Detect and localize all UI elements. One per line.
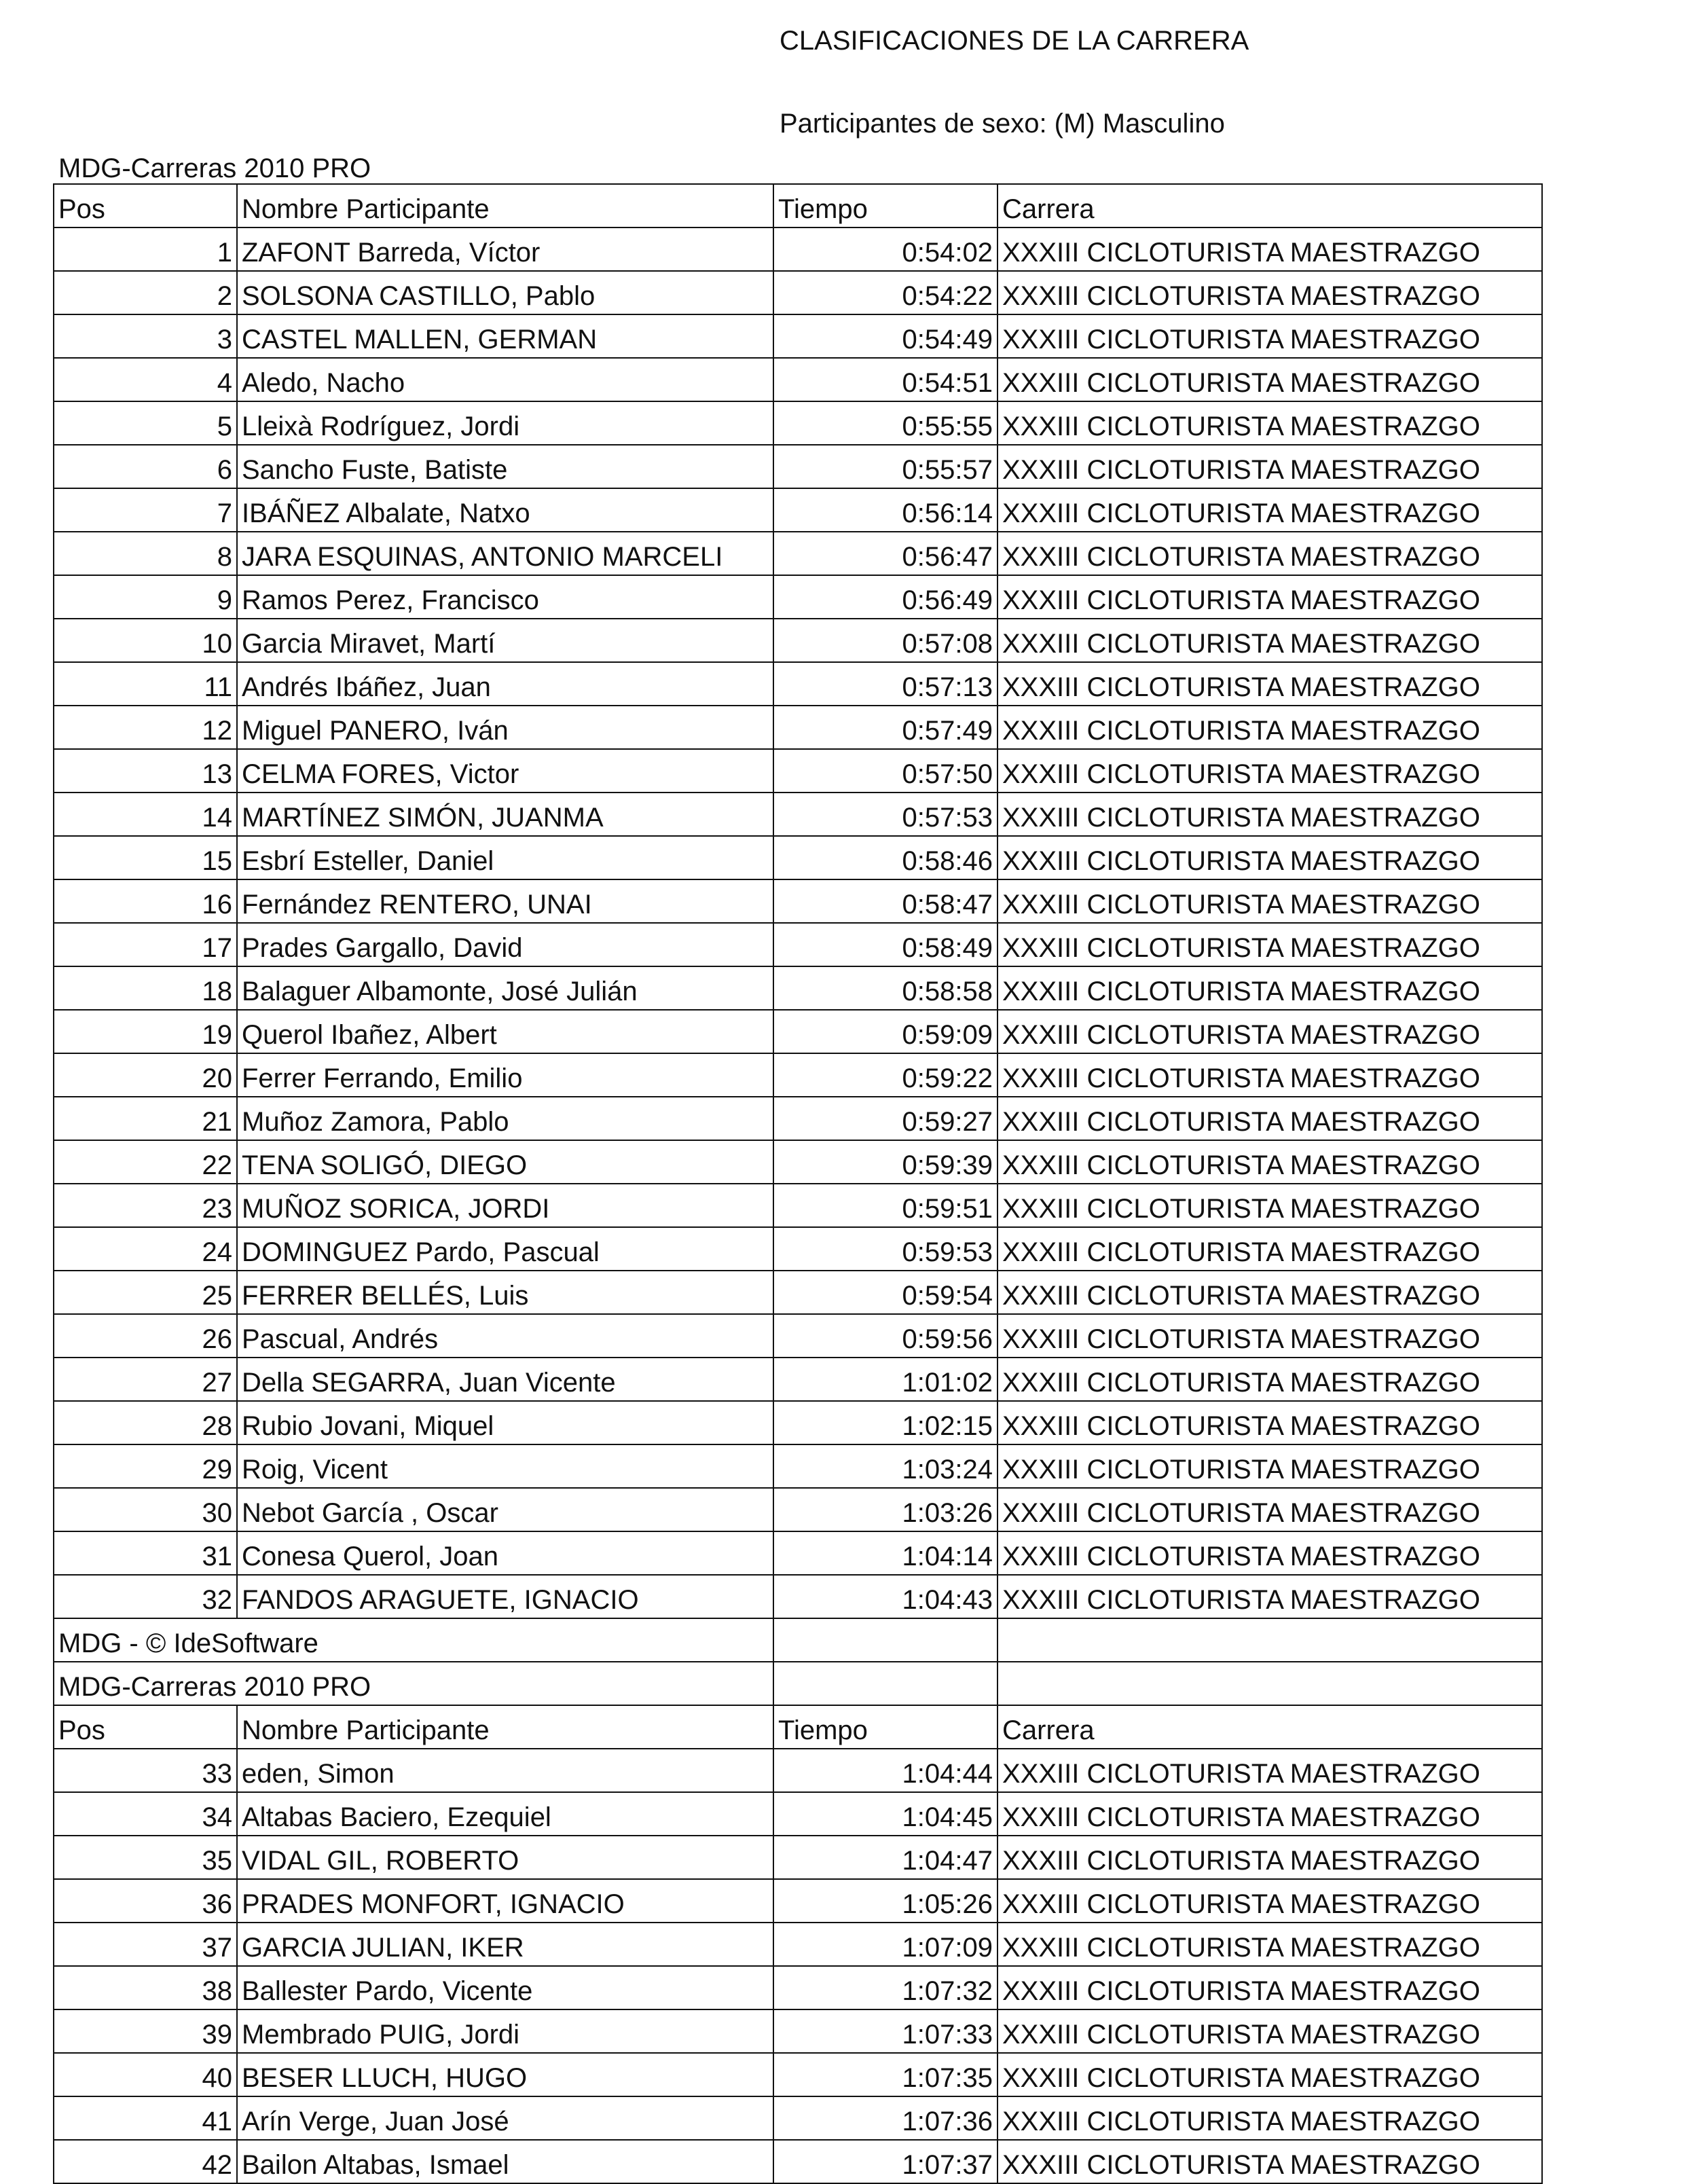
cell-time: 1:04:45 [773, 1792, 997, 1836]
table-row [54, 879, 1542, 923]
table-row [54, 358, 1542, 401]
cell-pos: 7 [54, 488, 237, 532]
cell-race: XXXIII CICLOTURISTA MAESTRAZGO [997, 1358, 1542, 1401]
cell-time: 0:59:56 [773, 1314, 997, 1358]
header-pos: Pos [54, 1705, 237, 1749]
table-row [54, 1444, 1542, 1488]
table-row [54, 836, 1542, 879]
cell-time: 0:54:02 [773, 228, 997, 271]
cell-time: 0:58:47 [773, 879, 997, 923]
empty-cell [997, 1662, 1542, 1705]
cell-race: XXXIII CICLOTURISTA MAESTRAZGO [997, 358, 1542, 401]
table-row [54, 662, 1542, 706]
table-row [54, 1314, 1542, 1358]
cell-time: 1:04:43 [773, 1575, 997, 1618]
cell-name: Della SEGARRA, Juan Vicente [237, 1358, 773, 1401]
cell-pos: 40 [54, 2053, 237, 2096]
cell-time: 0:58:46 [773, 836, 997, 879]
table-row [54, 575, 1542, 619]
table-row [54, 1097, 1542, 1140]
cell-time: 1:02:15 [773, 1401, 997, 1444]
cell-pos: 10 [54, 619, 237, 662]
cell-race: XXXIII CICLOTURISTA MAESTRAZGO [997, 532, 1542, 575]
cell-pos: 1 [54, 228, 237, 271]
cell-time: 1:07:37 [773, 2140, 997, 2183]
cell-race: XXXIII CICLOTURISTA MAESTRAZGO [997, 1531, 1542, 1575]
table-row [54, 1836, 1542, 1879]
cell-time: 0:57:49 [773, 706, 997, 749]
cell-time: 1:03:26 [773, 1488, 997, 1531]
footer-copyright: MDG - © IdeSoftware [54, 1618, 773, 1662]
results-page-2 [54, 1705, 1542, 2183]
cell-pos: 27 [54, 1358, 237, 1401]
cell-time: 1:07:35 [773, 2053, 997, 2096]
table-row [54, 271, 1542, 314]
cell-name: MARTÍNEZ SIMÓN, JUANMA [237, 793, 773, 836]
table-row [54, 445, 1542, 488]
cell-time: 0:59:53 [773, 1227, 997, 1271]
cell-race: XXXIII CICLOTURISTA MAESTRAZGO [997, 1314, 1542, 1358]
software-repeat: MDG-Carreras 2010 PRO [54, 1662, 773, 1705]
cell-pos: 20 [54, 1053, 237, 1097]
cell-pos: 9 [54, 575, 237, 619]
cell-time: 0:55:55 [773, 401, 997, 445]
cell-time: 0:58:49 [773, 923, 997, 966]
cell-race: XXXIII CICLOTURISTA MAESTRAZGO [997, 2096, 1542, 2140]
table-row [54, 1184, 1542, 1227]
table-row [54, 314, 1542, 358]
cell-time: 1:04:47 [773, 1836, 997, 1879]
cell-race: XXXIII CICLOTURISTA MAESTRAZGO [997, 793, 1542, 836]
cell-time: 0:56:49 [773, 575, 997, 619]
cell-time: 0:54:22 [773, 271, 997, 314]
cell-pos: 14 [54, 793, 237, 836]
cell-name: FANDOS ARAGUETE, IGNACIO [237, 1575, 773, 1618]
cell-pos: 12 [54, 706, 237, 749]
table-row [54, 923, 1542, 966]
header-name: Nombre Participante [237, 184, 773, 228]
table-row [54, 749, 1542, 793]
cell-race: XXXIII CICLOTURISTA MAESTRAZGO [997, 662, 1542, 706]
table-row [54, 706, 1542, 749]
cell-name: TENA SOLIGÓ, DIEGO [237, 1140, 773, 1184]
cell-name: Membrado PUIG, Jordi [237, 2009, 773, 2053]
cell-race: XXXIII CICLOTURISTA MAESTRAZGO [997, 314, 1542, 358]
cell-pos: 34 [54, 1792, 237, 1836]
cell-name: Balaguer Albamonte, José Julián [237, 966, 773, 1010]
cell-race: XXXIII CICLOTURISTA MAESTRAZGO [997, 1010, 1542, 1053]
cell-race: XXXIII CICLOTURISTA MAESTRAZGO [997, 1575, 1542, 1618]
header-name: Nombre Participante [237, 1705, 773, 1749]
cell-name: eden, Simon [237, 1749, 773, 1792]
cell-race: XXXIII CICLOTURISTA MAESTRAZGO [997, 2140, 1542, 2183]
cell-pos: 15 [54, 836, 237, 879]
cell-time: 0:59:09 [773, 1010, 997, 1053]
footer-row [54, 1618, 1542, 1662]
header-time: Tiempo [773, 1705, 997, 1749]
cell-pos: 13 [54, 749, 237, 793]
document-subtitle: Participantes de sexo: (M) Masculino [780, 109, 1225, 139]
cell-pos: 2 [54, 271, 237, 314]
table-row [54, 1010, 1542, 1053]
cell-pos: 38 [54, 1966, 237, 2009]
cell-pos: 33 [54, 1749, 237, 1792]
table-row [54, 1401, 1542, 1444]
cell-time: 0:58:58 [773, 966, 997, 1010]
cell-time: 0:59:51 [773, 1184, 997, 1227]
cell-race: XXXIII CICLOTURISTA MAESTRAZGO [997, 575, 1542, 619]
table-row [54, 619, 1542, 662]
table-row [54, 793, 1542, 836]
cell-name: Garcia Miravet, Martí [237, 619, 773, 662]
cell-time: 0:56:47 [773, 532, 997, 575]
cell-pos: 35 [54, 1836, 237, 1879]
cell-pos: 5 [54, 401, 237, 445]
cell-time: 0:57:50 [773, 749, 997, 793]
table-row [54, 2053, 1542, 2096]
table-row [54, 228, 1542, 271]
header-time: Tiempo [773, 184, 997, 228]
cell-name: Sancho Fuste, Batiste [237, 445, 773, 488]
cell-time: 0:59:39 [773, 1140, 997, 1184]
cell-pos: 16 [54, 879, 237, 923]
cell-name: Altabas Baciero, Ezequiel [237, 1792, 773, 1836]
table-row [54, 1923, 1542, 1966]
table-row [54, 2140, 1542, 2183]
cell-time: 1:04:44 [773, 1749, 997, 1792]
table-row [54, 1792, 1542, 1836]
cell-name: VIDAL GIL, ROBERTO [237, 1836, 773, 1879]
cell-name: Fernández RENTERO, UNAI [237, 879, 773, 923]
cell-race: XXXIII CICLOTURISTA MAESTRAZGO [997, 1401, 1542, 1444]
cell-name: Rubio Jovani, Miquel [237, 1401, 773, 1444]
table-row [54, 1879, 1542, 1923]
table-row [54, 2009, 1542, 2053]
cell-name: Conesa Querol, Joan [237, 1531, 773, 1575]
cell-name: Pascual, Andrés [237, 1314, 773, 1358]
cell-race: XXXIII CICLOTURISTA MAESTRAZGO [997, 488, 1542, 532]
cell-time: 1:07:36 [773, 2096, 997, 2140]
cell-name: DOMINGUEZ Pardo, Pascual [237, 1227, 773, 1271]
cell-race: XXXIII CICLOTURISTA MAESTRAZGO [997, 836, 1542, 879]
empty-cell [997, 1618, 1542, 1662]
header-pos: Pos [54, 184, 237, 228]
cell-race: XXXIII CICLOTURISTA MAESTRAZGO [997, 1488, 1542, 1531]
cell-race: XXXIII CICLOTURISTA MAESTRAZGO [997, 619, 1542, 662]
cell-time: 1:05:26 [773, 1879, 997, 1923]
cell-name: IBÁÑEZ Albalate, Natxo [237, 488, 773, 532]
table-row [54, 1966, 1542, 2009]
cell-pos: 29 [54, 1444, 237, 1488]
software-label: MDG-Carreras 2010 PRO [58, 153, 371, 183]
cell-race: XXXIII CICLOTURISTA MAESTRAZGO [997, 1140, 1542, 1184]
cell-name: SOLSONA CASTILLO, Pablo [237, 271, 773, 314]
cell-race: XXXIII CICLOTURISTA MAESTRAZGO [997, 1097, 1542, 1140]
cell-race: XXXIII CICLOTURISTA MAESTRAZGO [997, 1923, 1542, 1966]
cell-pos: 42 [54, 2140, 237, 2183]
cell-time: 0:57:53 [773, 793, 997, 836]
cell-name: Roig, Vicent [237, 1444, 773, 1488]
cell-pos: 25 [54, 1271, 237, 1314]
cell-name: Ferrer Ferrando, Emilio [237, 1053, 773, 1097]
table-row [54, 966, 1542, 1010]
cell-race: XXXIII CICLOTURISTA MAESTRAZGO [997, 966, 1542, 1010]
table-row [54, 1227, 1542, 1271]
cell-name: GARCIA JULIAN, IKER [237, 1923, 773, 1966]
cell-time: 1:07:32 [773, 1966, 997, 2009]
cell-race: XXXIII CICLOTURISTA MAESTRAZGO [997, 1749, 1542, 1792]
cell-race: XXXIII CICLOTURISTA MAESTRAZGO [997, 271, 1542, 314]
cell-time: 0:57:08 [773, 619, 997, 662]
cell-race: XXXIII CICLOTURISTA MAESTRAZGO [997, 2009, 1542, 2053]
cell-race: XXXIII CICLOTURISTA MAESTRAZGO [997, 923, 1542, 966]
cell-time: 0:59:54 [773, 1271, 997, 1314]
cell-name: Ramos Perez, Francisco [237, 575, 773, 619]
cell-name: Nebot García , Oscar [237, 1488, 773, 1531]
cell-pos: 17 [54, 923, 237, 966]
results-page-1 [54, 184, 1542, 1618]
table-row [54, 1053, 1542, 1097]
cell-time: 1:07:09 [773, 1923, 997, 1966]
cell-pos: 22 [54, 1140, 237, 1184]
header-race: Carrera [997, 184, 1542, 228]
cell-name: Ballester Pardo, Vicente [237, 1966, 773, 2009]
cell-name: Muñoz Zamora, Pablo [237, 1097, 773, 1140]
cell-pos: 18 [54, 966, 237, 1010]
cell-pos: 36 [54, 1879, 237, 1923]
header-row [54, 184, 1542, 228]
cell-race: XXXIII CICLOTURISTA MAESTRAZGO [997, 1966, 1542, 2009]
cell-time: 0:54:49 [773, 314, 997, 358]
cell-race: XXXIII CICLOTURISTA MAESTRAZGO [997, 1227, 1542, 1271]
cell-name: Arín Verge, Juan José [237, 2096, 773, 2140]
software-row [54, 1662, 1542, 1705]
cell-time: 0:59:27 [773, 1097, 997, 1140]
cell-name: CASTEL MALLEN, GERMAN [237, 314, 773, 358]
cell-race: XXXIII CICLOTURISTA MAESTRAZGO [997, 2053, 1542, 2096]
cell-name: CELMA FORES, Victor [237, 749, 773, 793]
cell-pos: 41 [54, 2096, 237, 2140]
cell-name: Prades Gargallo, David [237, 923, 773, 966]
cell-time: 0:57:13 [773, 662, 997, 706]
cell-race: XXXIII CICLOTURISTA MAESTRAZGO [997, 1184, 1542, 1227]
cell-name: JARA ESQUINAS, ANTONIO MARCELI [237, 532, 773, 575]
cell-race: XXXIII CICLOTURISTA MAESTRAZGO [997, 1836, 1542, 1879]
empty-cell [773, 1618, 997, 1662]
table-row [54, 1488, 1542, 1531]
cell-pos: 4 [54, 358, 237, 401]
cell-race: XXXIII CICLOTURISTA MAESTRAZGO [997, 1444, 1542, 1488]
cell-name: Bailon Altabas, Ismael [237, 2140, 773, 2183]
cell-pos: 19 [54, 1010, 237, 1053]
cell-name: Miguel PANERO, Iván [237, 706, 773, 749]
cell-time: 0:54:51 [773, 358, 997, 401]
cell-name: Esbrí Esteller, Daniel [237, 836, 773, 879]
cell-name: Aledo, Nacho [237, 358, 773, 401]
empty-cell [773, 1662, 997, 1705]
cell-race: XXXIII CICLOTURISTA MAESTRAZGO [997, 1053, 1542, 1097]
cell-pos: 11 [54, 662, 237, 706]
cell-pos: 24 [54, 1227, 237, 1271]
cell-name: MUÑOZ SORICA, JORDI [237, 1184, 773, 1227]
cell-time: 1:01:02 [773, 1358, 997, 1401]
cell-race: XXXIII CICLOTURISTA MAESTRAZGO [997, 749, 1542, 793]
cell-pos: 8 [54, 532, 237, 575]
table-row [54, 1531, 1542, 1575]
results-table [53, 183, 1543, 2184]
table-row [54, 2096, 1542, 2140]
cell-time: 1:03:24 [773, 1444, 997, 1488]
cell-pos: 31 [54, 1531, 237, 1575]
cell-pos: 37 [54, 1923, 237, 1966]
cell-race: XXXIII CICLOTURISTA MAESTRAZGO [997, 445, 1542, 488]
header-race: Carrera [997, 1705, 1542, 1749]
table-row [54, 532, 1542, 575]
cell-pos: 39 [54, 2009, 237, 2053]
cell-race: XXXIII CICLOTURISTA MAESTRAZGO [997, 879, 1542, 923]
cell-race: XXXIII CICLOTURISTA MAESTRAZGO [997, 228, 1542, 271]
cell-race: XXXIII CICLOTURISTA MAESTRAZGO [997, 1792, 1542, 1836]
table-row [54, 1271, 1542, 1314]
cell-time: 0:55:57 [773, 445, 997, 488]
cell-time: 1:07:33 [773, 2009, 997, 2053]
cell-name: Lleixà Rodríguez, Jordi [237, 401, 773, 445]
cell-time: 0:59:22 [773, 1053, 997, 1097]
cell-pos: 26 [54, 1314, 237, 1358]
table-row [54, 1575, 1542, 1618]
table-row [54, 1749, 1542, 1792]
document-title: CLASIFICACIONES DE LA CARRERA [780, 26, 1249, 56]
cell-pos: 28 [54, 1401, 237, 1444]
cell-time: 0:56:14 [773, 488, 997, 532]
table-row [54, 401, 1542, 445]
cell-pos: 3 [54, 314, 237, 358]
cell-race: XXXIII CICLOTURISTA MAESTRAZGO [997, 1879, 1542, 1923]
cell-name: ZAFONT Barreda, Víctor [237, 228, 773, 271]
cell-pos: 30 [54, 1488, 237, 1531]
cell-pos: 21 [54, 1097, 237, 1140]
cell-pos: 32 [54, 1575, 237, 1618]
cell-time: 1:04:14 [773, 1531, 997, 1575]
cell-name: FERRER BELLÉS, Luis [237, 1271, 773, 1314]
header-row [54, 1705, 1542, 1749]
cell-race: XXXIII CICLOTURISTA MAESTRAZGO [997, 401, 1542, 445]
cell-race: XXXIII CICLOTURISTA MAESTRAZGO [997, 1271, 1542, 1314]
table-row [54, 1140, 1542, 1184]
cell-pos: 6 [54, 445, 237, 488]
cell-name: PRADES MONFORT, IGNACIO [237, 1879, 773, 1923]
page-break [54, 1618, 1542, 1705]
table-row [54, 1358, 1542, 1401]
table-row [54, 488, 1542, 532]
cell-race: XXXIII CICLOTURISTA MAESTRAZGO [997, 706, 1542, 749]
cell-name: Andrés Ibáñez, Juan [237, 662, 773, 706]
cell-name: Querol Ibañez, Albert [237, 1010, 773, 1053]
cell-pos: 23 [54, 1184, 237, 1227]
cell-name: BESER LLUCH, HUGO [237, 2053, 773, 2096]
